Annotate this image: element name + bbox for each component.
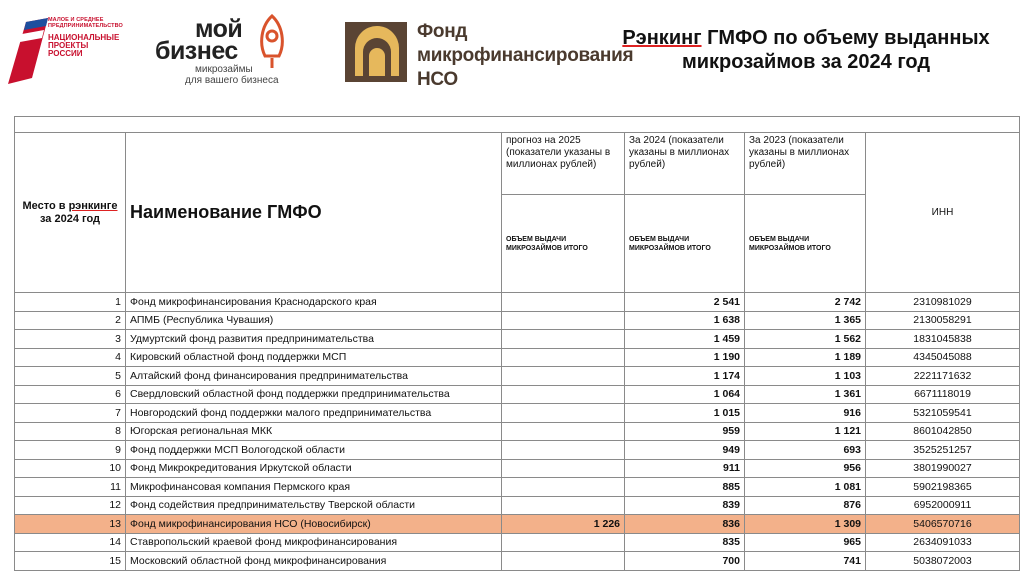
volume-2024-cell: 1 638: [625, 311, 745, 330]
rank-cell: 3: [15, 330, 126, 349]
table-row: [15, 422, 1020, 441]
volume-2024-cell: 700: [625, 552, 745, 571]
inn-cell: 5321059541: [866, 404, 1020, 423]
name-cell: Фонд Микрокредитования Иркутской области: [126, 459, 502, 478]
volume-2024-cell: 1 015: [625, 404, 745, 423]
table-row: [15, 348, 1020, 367]
np-line2: ПРЕДПРИНИМАТЕЛЬСТВО: [48, 22, 123, 29]
volume-2024-cell: 836: [625, 515, 745, 534]
inn-cell: 2221171632: [866, 367, 1020, 386]
moi-biznes-sub2: для вашего бизнеса: [185, 75, 279, 86]
rank-cell: 12: [15, 496, 126, 515]
volume-2023-cell: 693: [745, 441, 866, 460]
volume-2024-cell: 835: [625, 533, 745, 552]
fund-coin-icon: [345, 22, 407, 82]
table-header-row-1: [15, 133, 1020, 195]
title-rest: ГМФО по объему выданных: [707, 27, 990, 49]
table-body: [15, 293, 1020, 571]
header-place: [15, 133, 126, 293]
inn-cell: 4345045088: [866, 348, 1020, 367]
title-line2: микрозаймов за 2024 год: [681, 51, 931, 73]
volume-2024-cell: 1 459: [625, 330, 745, 349]
forecast-2025-cell: [502, 459, 625, 478]
title-line1: [600, 26, 1012, 50]
page-title: [600, 26, 1012, 74]
table-row: [15, 330, 1020, 349]
inn-cell: 8601042850: [866, 422, 1020, 441]
rank-cell: 6: [15, 385, 126, 404]
forecast-2025-cell: [502, 422, 625, 441]
np-line3: НАЦИОНАЛЬНЫЕ: [48, 32, 120, 42]
volume-2024-cell: 2 541: [625, 293, 745, 312]
national-projects-flag-icon: [8, 12, 48, 84]
volume-2023-cell: 1 309: [745, 515, 866, 534]
table-row: [15, 496, 1020, 515]
rank-cell: 8: [15, 422, 126, 441]
name-cell: Удмуртский фонд развития предпринимательства: [126, 330, 502, 349]
name-cell: Фонд содействия предпринимательству Тверской области: [126, 496, 502, 515]
volume-2023-cell: 1 361: [745, 385, 866, 404]
rank-cell: 7: [15, 404, 126, 423]
table-row: [15, 404, 1020, 423]
inn-cell: 5038072003: [866, 552, 1020, 571]
forecast-2025-cell: [502, 533, 625, 552]
table-row: [15, 293, 1020, 312]
header-volume-2025: ОБЪЕМ ВЫДАЧИ МИКРОЗАЙМОВ ИТОГО: [502, 195, 625, 293]
inn-cell: 6952000911: [866, 496, 1020, 515]
title-word-ranking: Рэнкинг: [622, 27, 702, 49]
table-top-spacer-row: [15, 117, 1020, 133]
volume-2024-cell: 949: [625, 441, 745, 460]
forecast-2025-cell: [502, 404, 625, 423]
header-year-2024: За 2024 (показатели указаны в миллионах рублей): [625, 133, 745, 195]
volume-2024-cell: 911: [625, 459, 745, 478]
volume-2024-cell: 1 190: [625, 348, 745, 367]
inn-cell: 5902198365: [866, 478, 1020, 497]
volume-2024-cell: 959: [625, 422, 745, 441]
rank-cell: 15: [15, 552, 126, 571]
inn-cell: 5406570716: [866, 515, 1020, 534]
name-cell: Югорская региональная МКК: [126, 422, 502, 441]
header-inn: ИНН: [866, 133, 1020, 293]
moi-biznes-title: [155, 15, 243, 65]
volume-2023-cell: 1 103: [745, 367, 866, 386]
name-cell: Кировский областной фонд поддержки МСП: [126, 348, 502, 367]
inn-cell: 2130058291: [866, 311, 1020, 330]
name-cell: Свердловский областной фонд поддержки предпринимательства: [126, 385, 502, 404]
table-row: [15, 311, 1020, 330]
volume-2023-cell: 956: [745, 459, 866, 478]
rocket-icon: [255, 14, 289, 70]
forecast-2025-cell: [502, 367, 625, 386]
national-projects-text: [48, 18, 136, 59]
volume-2023-cell: 965: [745, 533, 866, 552]
rank-cell: 4: [15, 348, 126, 367]
header-forecast-2025: прогноз на 2025 (показатели указаны в миллионах рублей): [502, 133, 625, 195]
volume-2023-cell: 1 365: [745, 311, 866, 330]
moi-biznes-title-2: бизнес: [155, 37, 238, 65]
moi-biznes-title-1: мой: [195, 15, 243, 43]
table-row: [15, 367, 1020, 386]
volume-2023-cell: 1 121: [745, 422, 866, 441]
np-line4: ПРОЕКТЫ: [48, 40, 89, 50]
volume-2024-cell: 1 064: [625, 385, 745, 404]
rank-cell: 2: [15, 311, 126, 330]
volume-2023-cell: 2 742: [745, 293, 866, 312]
inn-cell: 3801990027: [866, 459, 1020, 478]
inn-cell: 2310981029: [866, 293, 1020, 312]
inn-cell: 3525251257: [866, 441, 1020, 460]
rank-cell: 13: [15, 515, 126, 534]
forecast-2025-cell: [502, 385, 625, 404]
volume-2023-cell: 876: [745, 496, 866, 515]
national-projects-logo: [8, 12, 134, 84]
inn-cell: 6671118019: [866, 385, 1020, 404]
rank-cell: 9: [15, 441, 126, 460]
inn-cell: 1831045838: [866, 330, 1020, 349]
header-year-2023: За 2023 (показатели указаны в миллионах рублей): [745, 133, 866, 195]
fund-line2: микрофинансирования: [417, 45, 634, 66]
name-cell: Фонд микрофинансирования НСО (Новосибирск): [126, 515, 502, 534]
name-cell: Микрофинансовая компания Пермского края: [126, 478, 502, 497]
table-row: [15, 533, 1020, 552]
forecast-2025-cell: 1 226: [502, 515, 625, 534]
table-row: [15, 441, 1020, 460]
name-cell: Ставропольский краевой фонд микрофинансирования: [126, 533, 502, 552]
table-row: [15, 459, 1020, 478]
rank-cell: 5: [15, 367, 126, 386]
fund-line1: Фонд: [417, 21, 468, 42]
moi-biznes-logo: [155, 14, 295, 90]
name-cell: Фонд микрофинансирования Краснодарского края: [126, 293, 502, 312]
forecast-2025-cell: [502, 496, 625, 515]
name-cell: Новгородский фонд поддержки малого предпринимательства: [126, 404, 502, 423]
header-volume-2023: ОБЪЕМ ВЫДАЧИ МИКРОЗАЙМОВ ИТОГО: [745, 195, 866, 293]
volume-2024-cell: 1 174: [625, 367, 745, 386]
spacer-cell: [15, 117, 1020, 133]
volume-2023-cell: 1 081: [745, 478, 866, 497]
moi-biznes-sub1: микрозаймы: [195, 64, 253, 75]
rank-cell: 11: [15, 478, 126, 497]
volume-2024-cell: 885: [625, 478, 745, 497]
rank-cell: 14: [15, 533, 126, 552]
forecast-2025-cell: [502, 330, 625, 349]
header-place-part2: рэнкинге: [68, 199, 118, 212]
header-name: Наименование ГМФО: [126, 133, 502, 293]
name-cell: Алтайский фонд финансирования предпринимательства: [126, 367, 502, 386]
header-place-part3: за 2024 год: [39, 212, 101, 225]
forecast-2025-cell: [502, 311, 625, 330]
forecast-2025-cell: [502, 552, 625, 571]
np-line1: МАЛОЕ И СРЕДНЕЕ: [48, 17, 104, 23]
fund-logo: [345, 20, 634, 90]
volume-2023-cell: 741: [745, 552, 866, 571]
name-cell: Фонд поддержки МСП Вологодской области: [126, 441, 502, 460]
np-line5: РОССИИ: [48, 49, 83, 59]
volume-2023-cell: 916: [745, 404, 866, 423]
volume-2023-cell: 1 562: [745, 330, 866, 349]
forecast-2025-cell: [502, 441, 625, 460]
forecast-2025-cell: [502, 293, 625, 312]
inn-cell: 2634091033: [866, 533, 1020, 552]
rank-cell: 1: [15, 293, 126, 312]
forecast-2025-cell: [502, 478, 625, 497]
table-row: [15, 552, 1020, 571]
name-cell: АПМБ (Республика Чувашия): [126, 311, 502, 330]
table-row: [15, 515, 1020, 534]
name-cell: Московский областной фонд микрофинансирования: [126, 552, 502, 571]
volume-2023-cell: 1 189: [745, 348, 866, 367]
header-place-part1: Место в: [22, 199, 66, 212]
forecast-2025-cell: [502, 348, 625, 367]
table-row: [15, 385, 1020, 404]
header-volume-2024: ОБЪЕМ ВЫДАЧИ МИКРОЗАЙМОВ ИТОГО: [625, 195, 745, 293]
fund-line3: НСО: [417, 69, 458, 90]
ranking-table: [14, 116, 1020, 571]
moi-biznes-subtitle: [185, 64, 279, 86]
rank-cell: 10: [15, 459, 126, 478]
table-row: [15, 478, 1020, 497]
volume-2024-cell: 839: [625, 496, 745, 515]
